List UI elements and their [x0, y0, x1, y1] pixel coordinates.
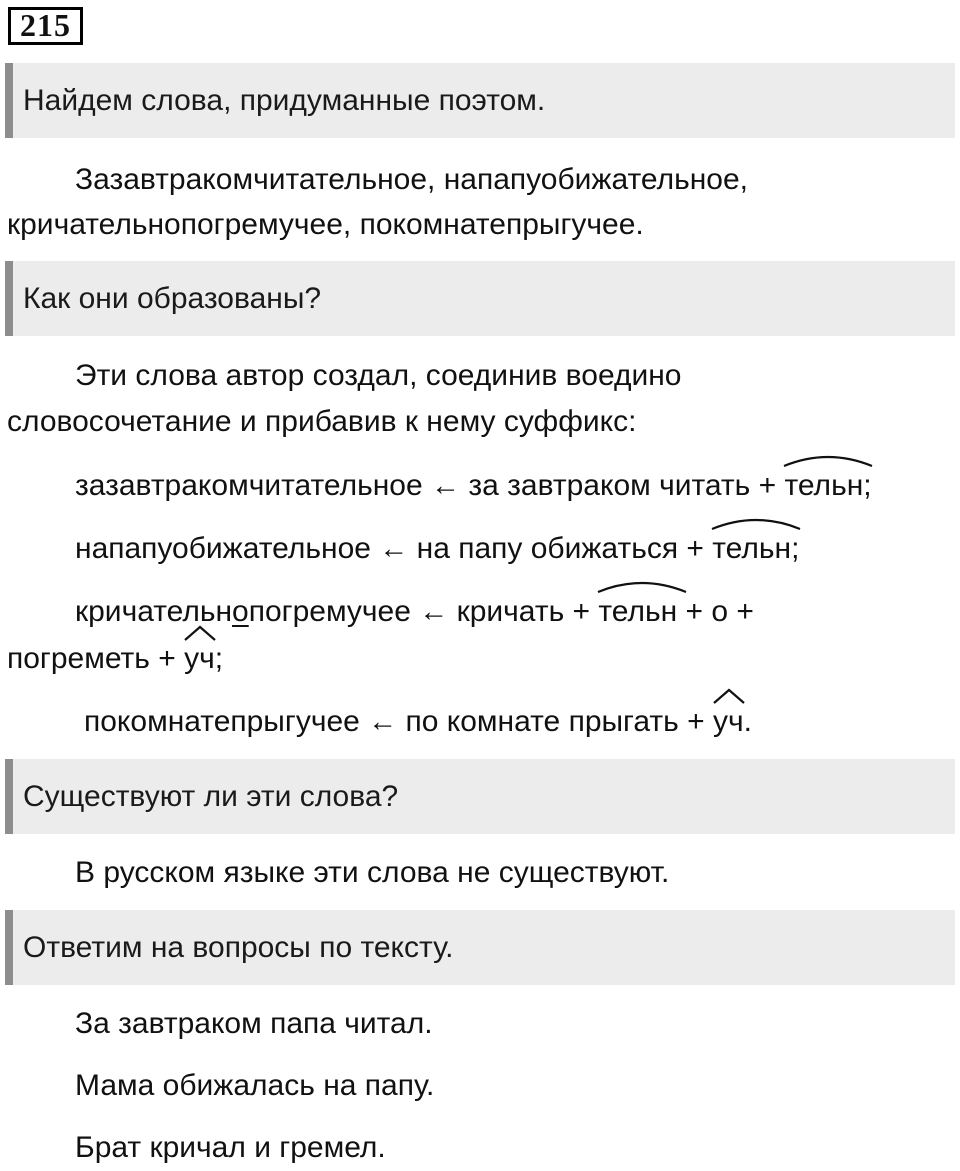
question-band-4	[5, 910, 955, 985]
derivation-4-suffix: уч	[712, 705, 744, 738]
suffix-mark	[713, 704, 744, 740]
derivation-3-source: кричать +	[456, 595, 591, 628]
question-band-2	[5, 261, 955, 336]
derivation-3-line2-start: погреметь +	[7, 642, 176, 675]
answer4-line2: Мама обижалась на папу.	[75, 1069, 435, 1102]
question-band-3	[5, 759, 955, 834]
exercise-number: 215	[8, 7, 83, 45]
question-1: Найдем слова, придуманные поэтом.	[23, 84, 546, 117]
derivation-4-source: по комнате прыгать +	[405, 705, 705, 738]
left-arrow-icon: ←	[368, 706, 398, 738]
answer1-line2: кричательнопогремучее, покомнатепрыгучее.	[7, 208, 644, 241]
derivation-2-word: напапуобижательное	[75, 532, 371, 565]
derivation-3-word-part2: погремучее	[248, 595, 411, 628]
suffix-mark	[712, 531, 791, 567]
question-2: Как они образованы?	[23, 282, 322, 315]
derivation-3	[75, 594, 754, 630]
suffix-arc-icon	[710, 517, 802, 531]
derivation-4-end: .	[743, 705, 752, 738]
answer2-line1: Эти слова автор создал, соединив воедино	[75, 359, 682, 392]
question-3: Существуют ли эти слова?	[23, 780, 399, 813]
derivation-1	[75, 468, 872, 504]
suffix-arc-icon	[782, 454, 874, 468]
question-band-1	[5, 63, 955, 138]
derivation-2-source: на папу обижаться +	[416, 532, 704, 565]
left-arrow-icon: ←	[419, 596, 449, 628]
question-4: Ответим на вопросы по тексту.	[23, 931, 454, 964]
suffix-caret-icon	[182, 627, 218, 641]
derivation-3-suffix2: уч	[184, 642, 215, 675]
left-arrow-icon: ←	[431, 470, 461, 502]
derivation-4-word: покомнатепрыгучее	[84, 705, 360, 738]
derivation-3-interfix: о	[232, 595, 249, 628]
suffix-mark	[184, 641, 215, 677]
answer4-line3: Брат кричал и гремел.	[75, 1131, 386, 1164]
derivation-2	[75, 531, 799, 567]
answer4-line1: За завтраком папа читал.	[75, 1007, 433, 1040]
answer3: В русском языке эти слова не существуют.	[75, 856, 670, 889]
derivation-1-source: за завтраком читать +	[468, 469, 777, 502]
suffix-mark	[784, 468, 863, 504]
left-arrow-icon: ←	[379, 533, 409, 565]
derivation-1-suffix: тельн	[784, 469, 864, 502]
derivation-2-end: ;	[791, 532, 800, 565]
derivation-3-mid: + о +	[685, 595, 754, 628]
suffix-mark	[598, 594, 677, 630]
answer1-line1: Зазавтракомчитательное, напапуобижательное,	[75, 163, 748, 196]
derivation-3-end: ;	[214, 642, 224, 675]
derivation-4	[84, 704, 752, 740]
suffix-arc-icon	[596, 580, 688, 594]
derivation-3-suffix1: тельн	[598, 595, 678, 628]
suffix-caret-icon	[711, 690, 747, 704]
derivation-1-word: зазавтракомчитательное	[75, 469, 423, 502]
derivation-1-end: ;	[863, 469, 872, 502]
answer2-line2: словосочетание и прибавив к нему суффикс:	[7, 405, 637, 438]
derivation-2-suffix: тельн	[712, 532, 792, 565]
derivation-3-word-part1: кричательн	[75, 595, 233, 628]
derivation-3-line2	[7, 641, 223, 677]
